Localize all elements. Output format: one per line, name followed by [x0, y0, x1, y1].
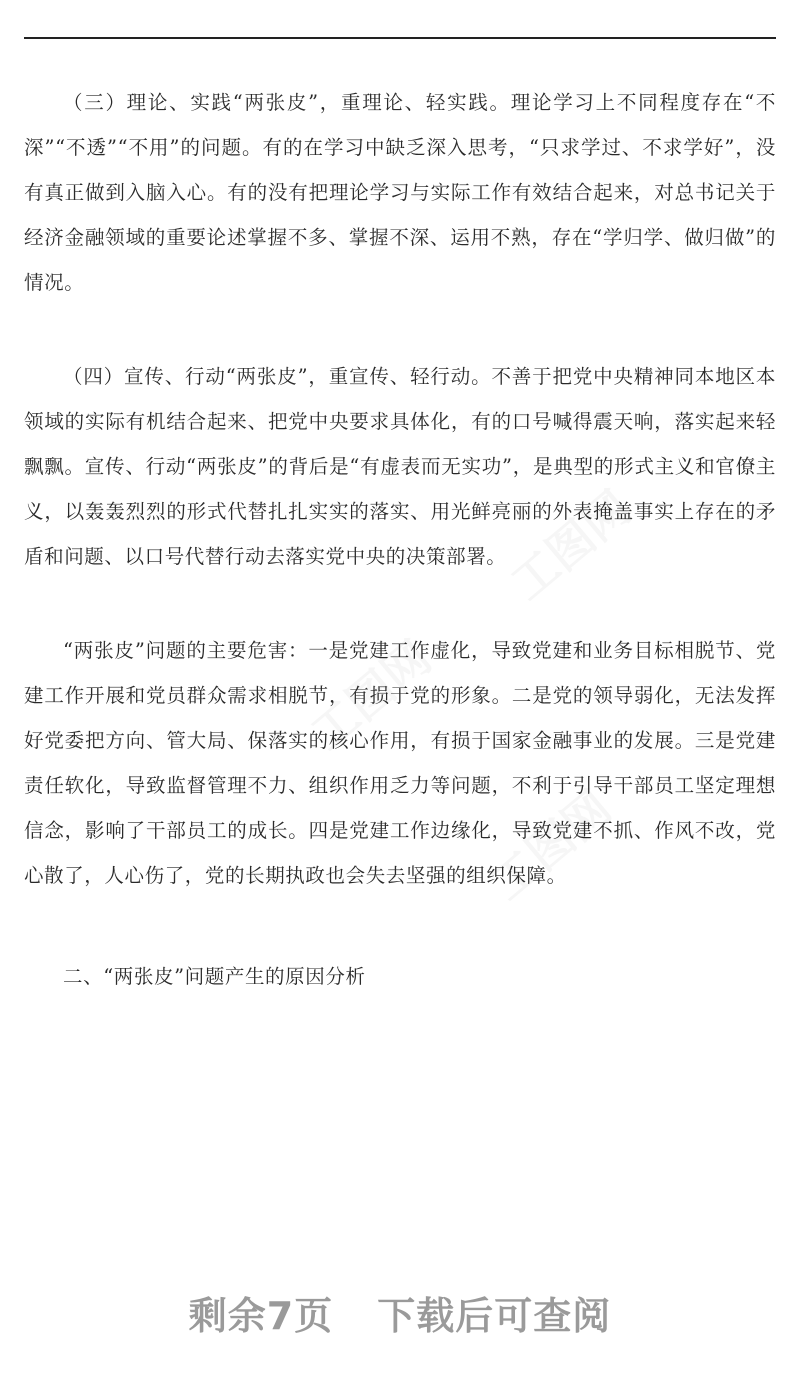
- header-rule: [24, 37, 776, 39]
- watermark-2: 工图网: [300, 630, 442, 761]
- section-heading: 二、“两张皮”问题产生的原因分析: [63, 965, 366, 988]
- paragraph-theory-practice: （三）理论、实践“两张皮”，重理论、轻实践。理论学习上不同程度存在“不深”“不透”“不用”的问题。有的在学习中缺乏深入思考，“只求学过、不求学好”，没有真正做到入脑入心。有的没有把理论学习与实际工作有效结合起来，对总书记关于经济金融领域的重要论述掌握不多、掌握不深、运用不熟，存在“学归学、做归做”的情况。: [24, 91, 776, 294]
- paragraph-gap: [24, 898, 776, 954]
- watermark-3: 工图网: [480, 780, 622, 911]
- paragraph-gap: [24, 579, 776, 628]
- download-banner[interactable]: [0, 1285, 800, 1340]
- watermark-1: 工图网: [500, 480, 642, 611]
- remaining-pages-label: 剩余7页: [188, 1294, 334, 1338]
- paragraph-main-harms: “两张皮”问题的主要危害：一是党建工作虚化，导致党建和业务目标相脱节、党建工作开展和党员群众需求相脱节，有损于党的形象。二是党的领导弱化，无法发挥好党委把方向、管大局、保落实的核心作用，有损于国家金融事业的发展。三是党建责任软化，导致监督管理不力、组织作用乏力等问题，不利于引导干部员工坚定理想信念，影响了干部员工的成长。四是党建工作边缘化，导致党建不抓、作风不改，党心散了，人心伤了，党的长期执政也会失去坚强的组织保障。: [24, 639, 776, 887]
- paragraph-gap: [24, 305, 776, 354]
- paragraph-publicity-action: （四）宣传、行动“两张皮”，重宣传、轻行动。不善于把党中央精神同本地区本领域的实际有机结合起来、把党中央要求具体化，有的口号喊得震天响，落实起来轻飘飘。宣传、行动“两张皮”的背后是“有虚表而无实功”，是典型的形式主义和官僚主义，以轰轰烈烈的形式代替扎扎实实的落实、用光鲜亮丽的外表掩盖事实上存在的矛盾和问题、以口号代替行动去落实党中央的决策部署。: [24, 365, 776, 568]
- download-to-view-label: 下载后可查阅: [377, 1294, 612, 1338]
- document-body: [24, 80, 776, 999]
